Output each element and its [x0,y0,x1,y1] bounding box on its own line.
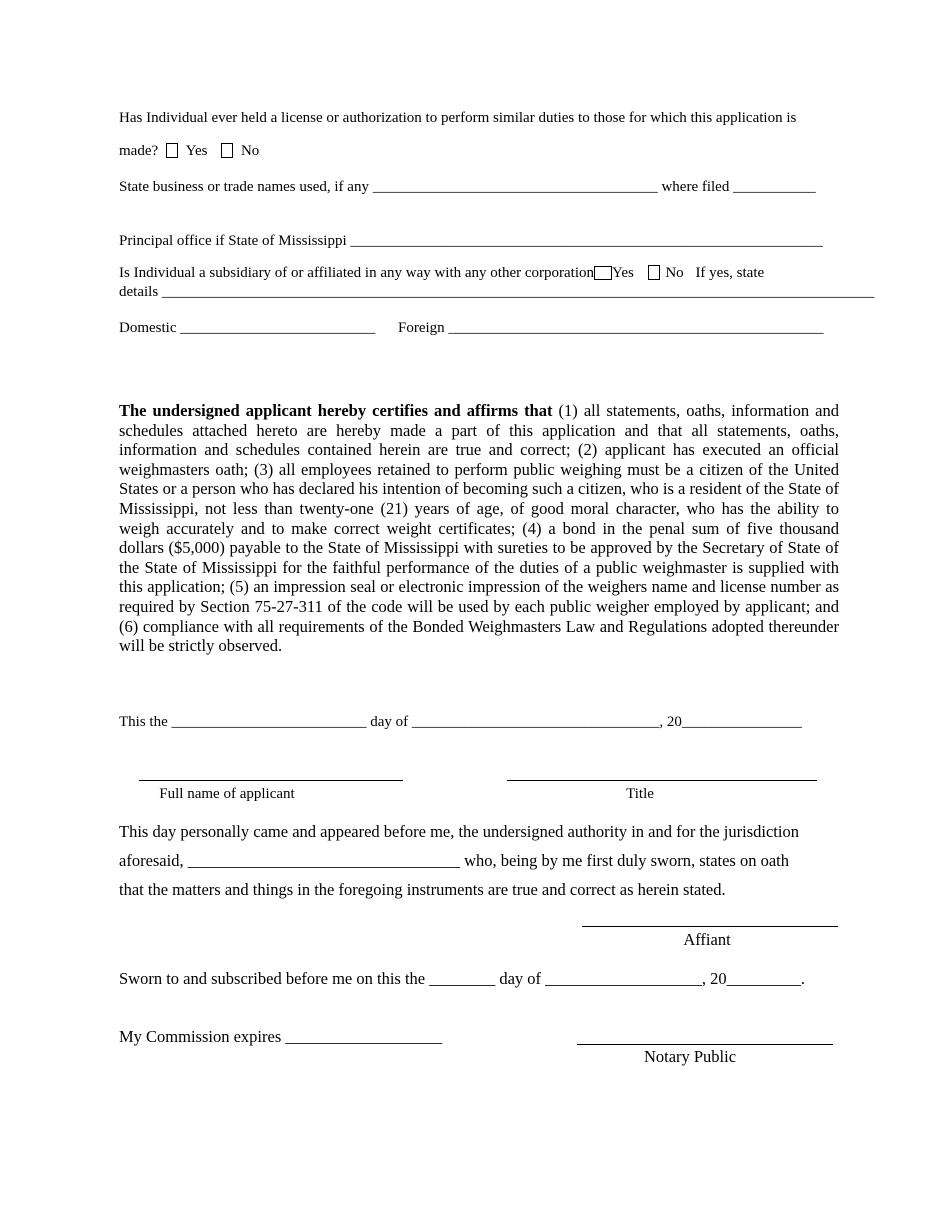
domestic-label: Domestic [119,320,177,336]
license-yes-checkbox[interactable] [166,143,178,158]
principal-office-row [119,233,823,250]
subsidiary-if-yes: If yes, state [695,265,765,281]
domestic-field[interactable]: __________________________ [180,320,376,336]
subsidiary-details-row [119,284,874,301]
applicant-name-line[interactable] [139,780,403,781]
affidavit-line3: that the matters and things in the foregoing instruments are true and correct as herein stated. [119,880,726,899]
subsidiary-details-field[interactable]: _______________________________________________________________________________________________ [161,284,875,300]
trade-names-row [119,179,816,196]
trade-names-label: State business or trade names used, if any [119,179,369,195]
certification-paragraph [119,401,839,656]
notary-public-label: Notary Public [643,1047,737,1066]
subsidiary-yes-label: Yes [612,265,634,281]
title-label: Title [626,786,654,802]
commission-label: My Commission expires [119,1027,282,1046]
where-filed-field[interactable]: ___________ [733,179,816,195]
subsidiary-details-label: details [119,284,159,300]
sworn-line[interactable]: Sworn to and subscribed before me on this the ________ day of ___________________, 20_________. [119,969,806,988]
license-question-line2 [119,143,259,160]
foreign-row [398,320,823,337]
subsidiary-yes-checkbox[interactable] [594,266,612,280]
trade-names-field[interactable]: ______________________________________ [372,179,658,195]
notary-signature-line[interactable] [577,1044,833,1045]
license-no-checkbox[interactable] [221,143,233,158]
foreign-label: Foreign [398,320,445,336]
license-question-line1: Has Individual ever held a license or authorization to perform similar duties to those for which this application is [119,110,797,126]
title-line[interactable] [507,780,817,781]
where-filed-label: where filed [661,179,730,195]
date-line[interactable]: This the __________________________ day of _________________________________, 20________________ [119,714,802,730]
certification-lead: The undersigned applicant hereby certifies and affirms that [119,401,553,420]
subsidiary-row [119,265,764,282]
affiant-signature-line[interactable] [582,926,838,927]
principal-office-field[interactable]: _______________________________________________________________ [350,233,823,249]
subsidiary-no-label: No [665,265,684,281]
affiant-label: Affiant [683,930,731,949]
license-question-made: made? [119,143,159,159]
full-name-label: Full name of applicant [159,786,295,802]
license-no-label: No [240,143,260,159]
subsidiary-no-checkbox[interactable] [648,265,660,280]
license-yes-label: Yes [185,143,208,159]
foreign-field[interactable]: __________________________________________________ [448,320,824,336]
affidavit-line2[interactable]: aforesaid, _________________________________ who, being by me first duly sworn, states on oath [119,851,790,870]
domestic-row [119,320,375,337]
principal-office-label: Principal office if State of Mississippi [119,233,347,249]
commission-field[interactable]: ___________________ [285,1027,443,1046]
commission-row [119,1027,442,1047]
certification-body: (1) all statements, oaths, information and schedules attached hereto are hereby made a part of this application and that all statements, oaths, information and schedules contained herein are true and correct; (2) applicant has executed an official weighmasters oath; (3) all employees retained to perform public weighing must be a citizen of the United States or a person who has declared his intention of becoming such a citizen, who is a resident of the State of Mississippi, not less than twenty-one (21) years of age, of good moral character, who has the ability to weigh accurately and to make correct weight certificates; (4) a bond in the penal sum of five thousand dollars ($5,000) payable to the State of Mississippi with sureties to be approved by the Secretary of State of the State of Mississippi for the faithful performance of the duties of a public weighmaster is supplied with this application; (5) an impression seal or electronic impression of the weighers name and license number as required by Section 75-27-311 of the code will be used by each public weigher employed by applicant; and (6) compliance with all requirements of the Bonded Weighmasters Law and Regulations adopted thereunder will be strictly observed. [119,401,839,656]
affidavit-line1: This day personally came and appeared before me, the undersigned authority in and for the jurisdiction [119,822,799,841]
subsidiary-label: Is Individual a subsidiary of or affiliated in any way with any other corporation [119,265,595,281]
